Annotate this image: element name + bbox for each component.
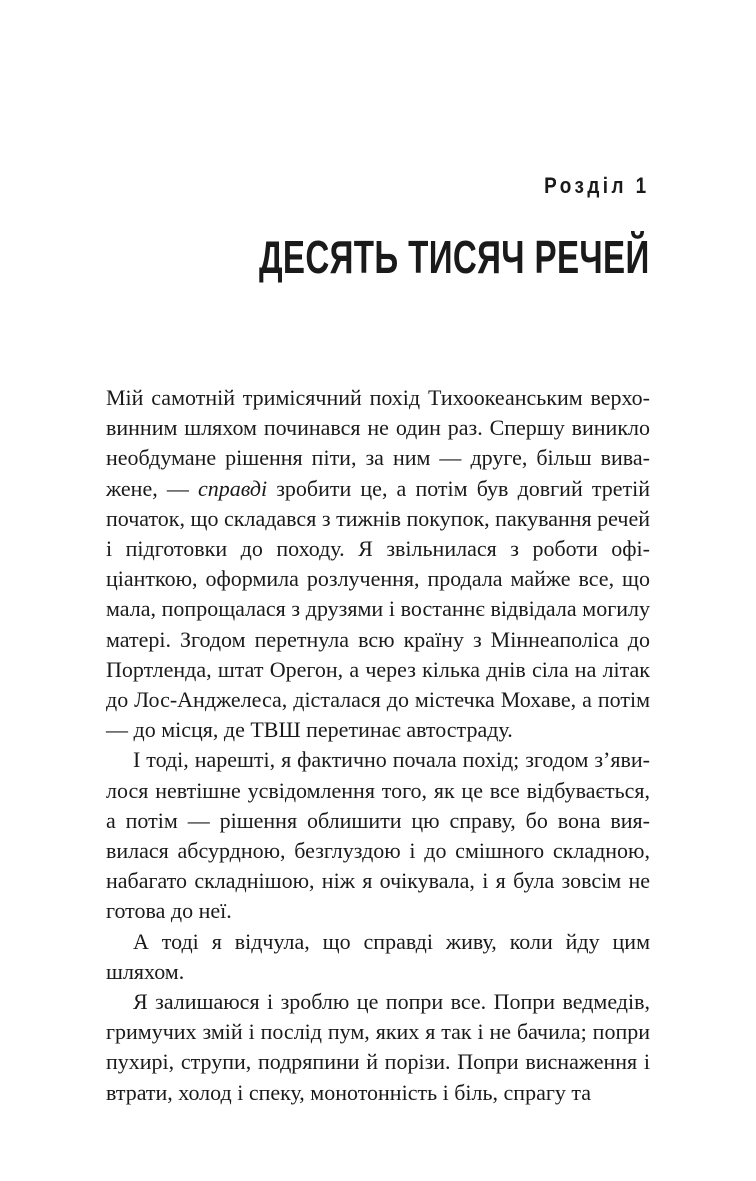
emphasis-word: справді [197, 475, 268, 501]
chapter-label: Розділ 1 [544, 173, 650, 198]
paragraph-2: І тоді, нарешті, я фактично почала похід; згодом з’явилося невтішне усвідомлення того, як це все відбувається, а потім — рішення облишити цю справу, бо вона виявилася абсурдною, безглуздою і до смішного складною, набагато складнішою, ніж я очікувала, і я була зовсім не готова до неї. [106, 747, 650, 924]
paragraph-3: А тоді я відчула, що справді живу, коли йду цим шляхом. [106, 928, 650, 984]
paragraph-1-end: зробити це, а потім був довгий третій початок, що складався з тижнів покупок, пакування речей і підготовки до походу. Я звільнилася з роботи офіціанткою, оформила розлучення, продала майже все, що мала, попрощалася з друзями і востаннє відвідала могилу матері. Згодом перетнула всю країну з Міннеаполіса до Портленда, штат Орегон, а через кілька днів сіла на літак до Лос-Анджелеса, дісталася до містечка Мохаве, а потім — до місця, де ТВШ перетинає автостраду. [106, 475, 650, 743]
chapter-title: ДЕСЯТЬ ТИСЯЧ РЕЧЕЙ [259, 231, 650, 283]
body-text [106, 383, 650, 1108]
paragraph-1-start: Мій самотній тримісячний похід Тихоокеанським верховинним шляхом починався не один раз. Спершу виникло необдумане рішення піти, за ним — друге, більш виважене, — [106, 385, 650, 501]
paragraph-4: Я залишаюся і зроблю це попри все. Попри ведмедів, гримучих змій і послід пум, яких я так і не бачила; попри пухирі, струпи, подряпини й порізи. Попри виснаження і втрати, холод і спеку, монотонність і біль, спрагу та [106, 989, 650, 1105]
paragraph-1 [106, 383, 650, 745]
